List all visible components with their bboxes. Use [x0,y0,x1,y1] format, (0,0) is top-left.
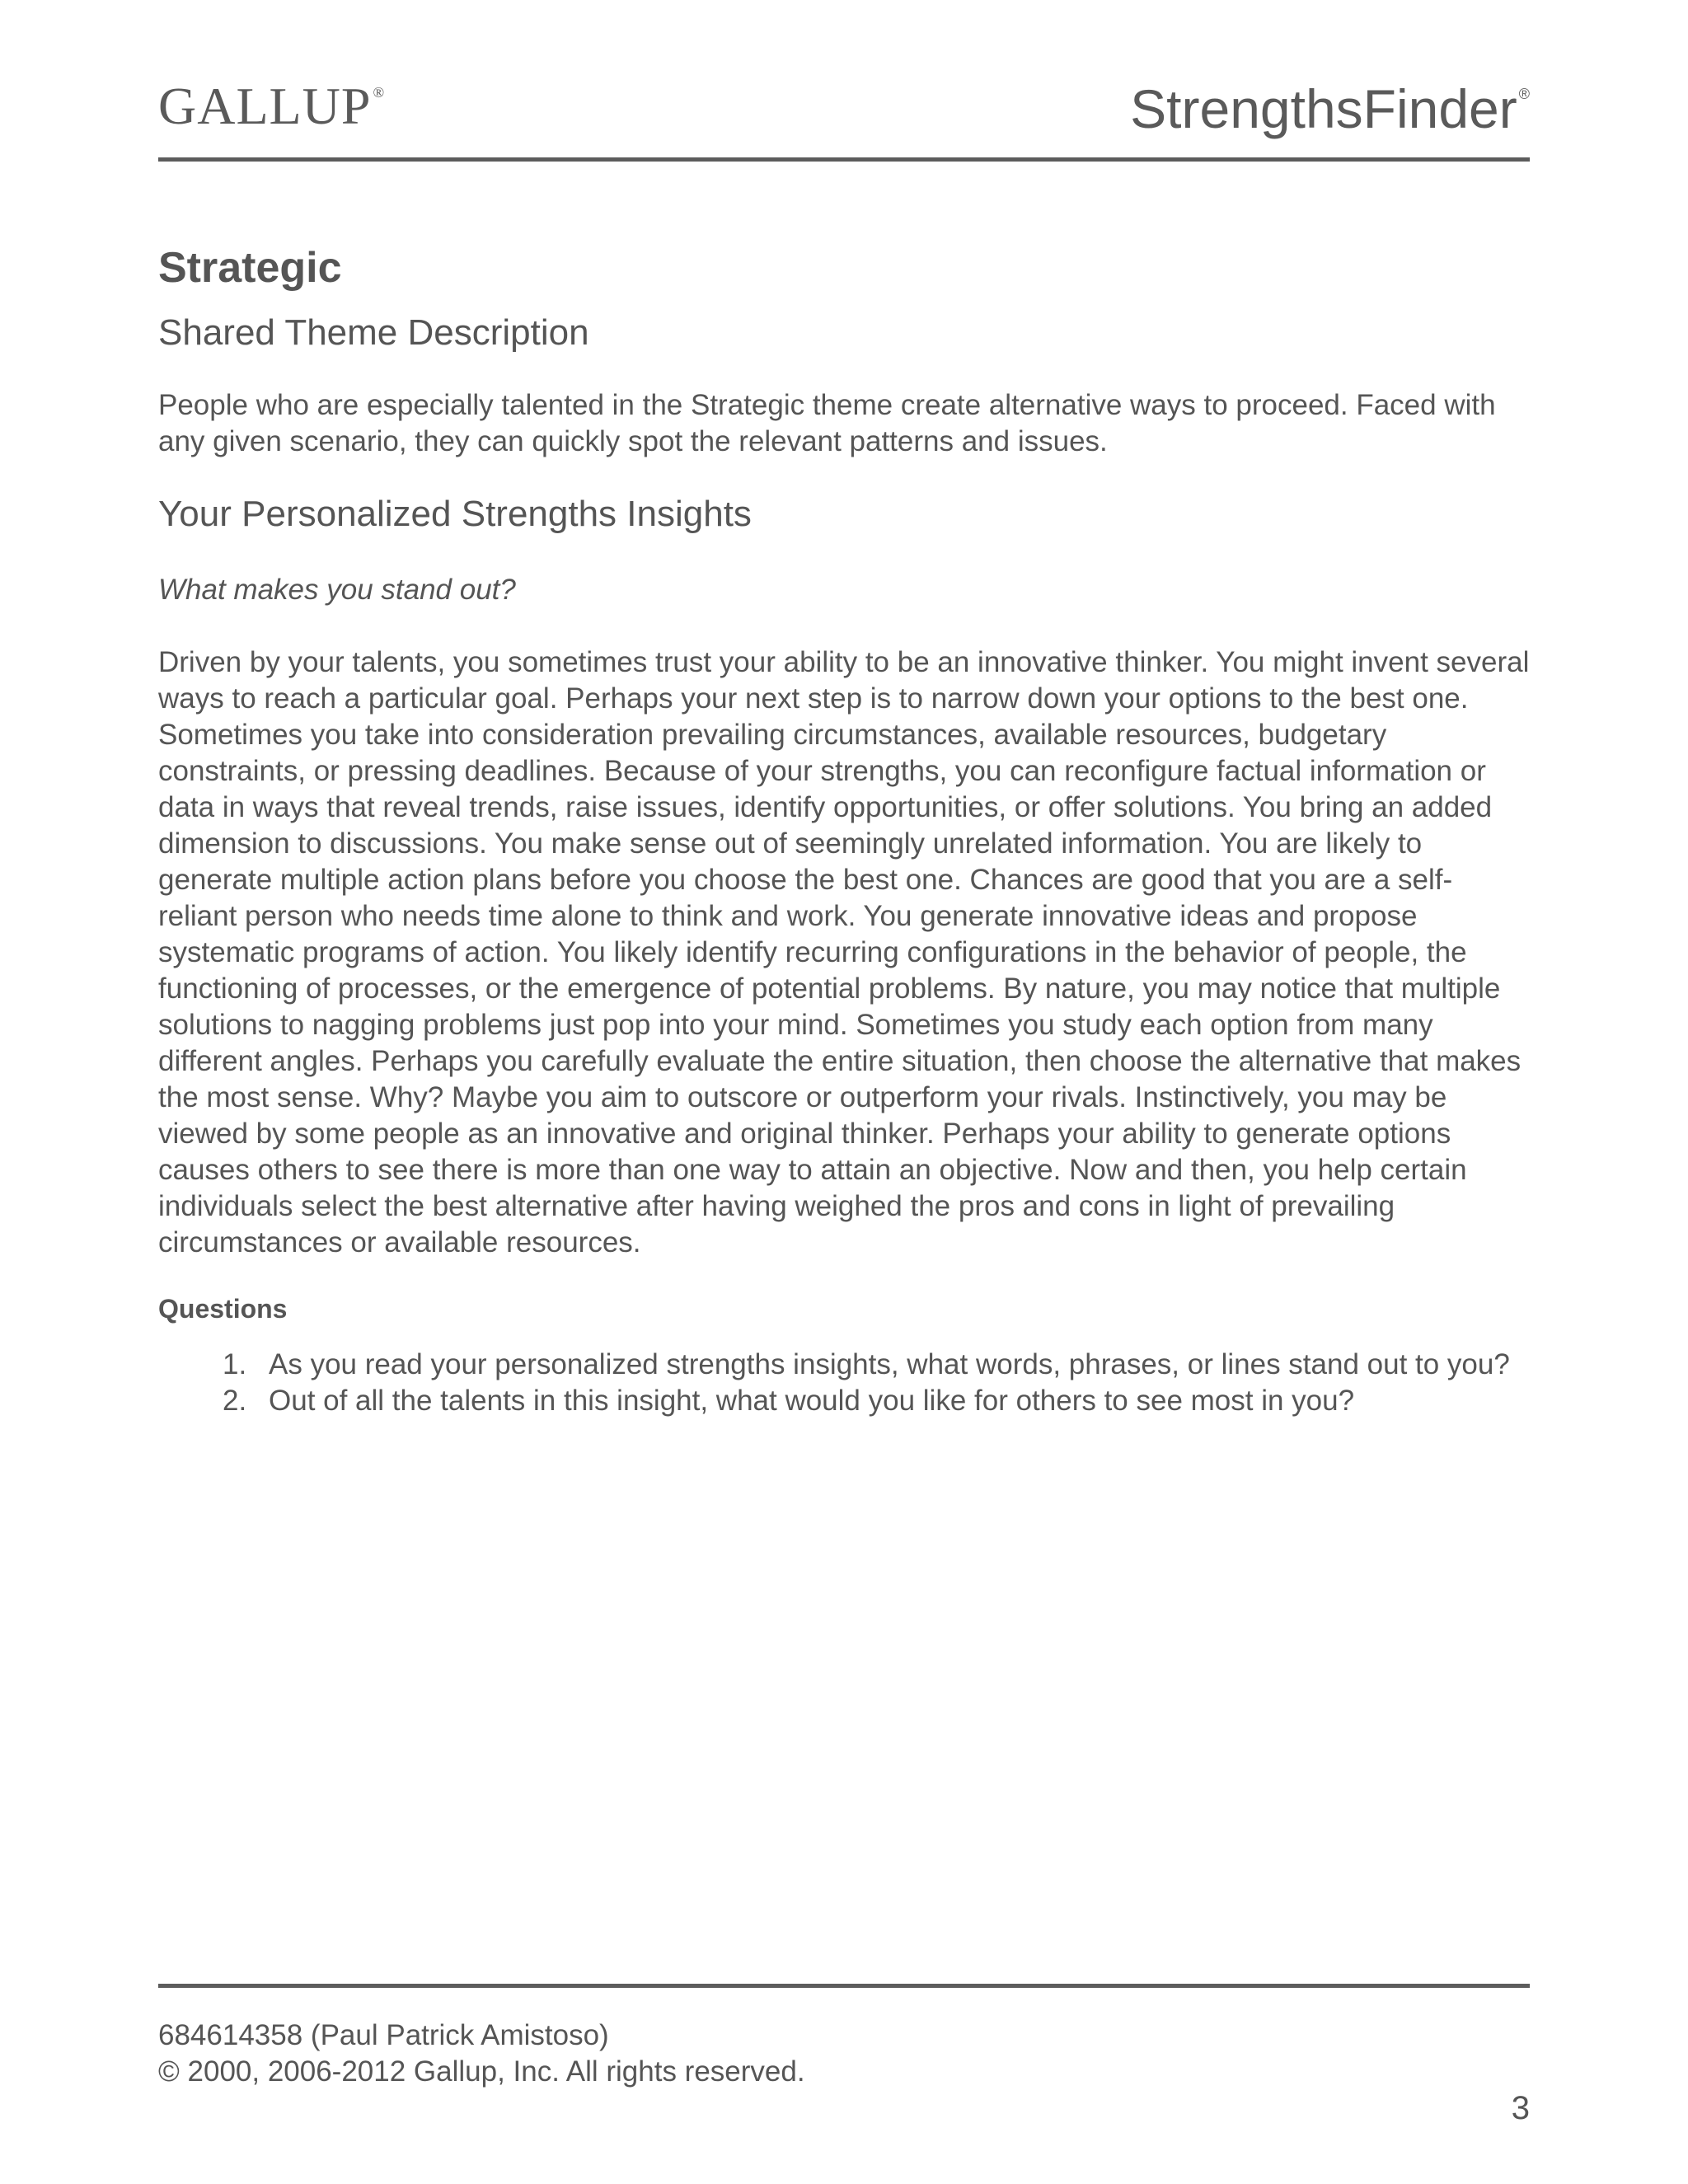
theme-title: Strategic [158,244,342,292]
question-number: 2. [223,1385,247,1417]
header-divider [158,157,1530,162]
product-registered-mark: ® [1518,86,1530,102]
footer-divider [158,1984,1530,1988]
product-name [1130,77,1530,140]
list-item [158,1347,1530,1383]
shared-theme-description: People who are especially talented in the Strategic theme create alternative ways to proceed. Faced with any given scenario, they can quickly spot the relevant patterns and issues. [158,389,1496,457]
page-footer [158,2018,1530,2126]
gallup-logo [158,76,385,137]
logo-registered-mark: ® [373,84,386,101]
insights-prompt: What makes you stand out? [158,574,516,606]
question-text: Out of all the talents in this insight, what would you like for others to see most in you? [269,1385,1355,1417]
logo-text: GALLUP [158,77,372,135]
page-number: 3 [1511,2090,1530,2126]
question-text: As you read your personalized strengths insights, what words, phrases, or lines stand out to you? [269,1348,1510,1380]
page-header [158,73,1530,163]
footer-id-line: 684614358 (Paul Patrick Amistoso) [158,2019,609,2051]
shared-theme-heading: Shared Theme Description [158,312,589,353]
list-item [158,1383,1530,1419]
questions-list [158,1347,1530,1419]
product-text: StrengthsFinder [1130,78,1517,139]
main-content [158,239,1530,1419]
question-number: 1. [223,1348,247,1380]
insights-heading: Your Personalized Strengths Insights [158,494,752,534]
insights-body: Driven by your talents, you sometimes trust your ability to be an innovative thinker. You might invent several ways to reach a particular goal. Perhaps your next step is to narrow down your options to the best one. Sometimes you take into consideration prevailing circumstances, available resources, budgetary constraints, or pressing deadlines. Because of your strengths, you can reconfigure factual information or data in ways that reveal trends, raise issues, identify opportunities, or offer solutions. You bring an added dimension to discussions. You make sense out of seemingly unrelated information. You are likely to generate multiple action plans before you choose the best one. Chances are good that you are a self-reliant person who needs time alone to think and work. You generate innovative ideas and propose systematic programs of action. You likely identify recurring configurations in the behavior of people, the functioning of processes, or the emergence of potential problems. By nature, you may notice that multiple solutions to nagging problems just pop into your mind. Sometimes you study each option from many different angles. Perhaps you carefully evaluate the entire situation, then choose the alternative that makes the most sense. Why? Maybe you aim to outscore or outperform your rivals. Instinctively, you may be viewed by some people as an innovative and original thinker. Perhaps your ability to generate options causes others to see there is more than one way to attain an objective. Now and then, you help certain individuals select the best alternative after having weighed the pros and cons in light of prevailing circumstances or available resources. [158,646,1530,1258]
questions-heading: Questions [158,1294,288,1324]
footer-copyright: © 2000, 2006-2012 Gallup, Inc. All rights reserved. [158,2055,805,2088]
